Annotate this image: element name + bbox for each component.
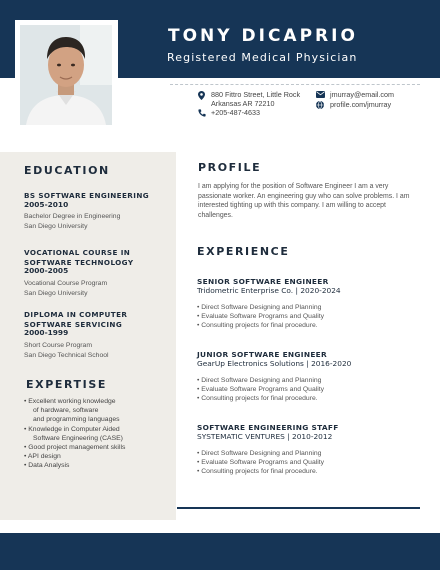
email-link[interactable]: jmurray@email.com <box>330 90 395 99</box>
phone-icon <box>198 109 206 117</box>
expertise-list <box>24 397 125 471</box>
job-2-title: JUNIOR SOFTWARE ENGINEER <box>197 350 328 359</box>
job-1-company: Tridometric Enterprise Co. | 2020-2024 <box>197 286 341 295</box>
job-1-title: SENIOR SOFTWARE ENGINEER <box>197 277 329 286</box>
education-entry-3-detail: Short Course Program San Diego Technical School <box>24 342 109 359</box>
bottom-divider <box>177 507 420 509</box>
job-2-duties <box>197 376 324 404</box>
phone-number: +205-487-4633 <box>211 108 260 117</box>
expertise-heading: EXPERTISE <box>26 378 107 391</box>
profile-heading: PROFILE <box>198 161 262 174</box>
education-entry-3-title: DIPLOMA IN COMPUTER SOFTWARE SERVICING <box>24 310 128 329</box>
envelope-icon <box>316 91 325 98</box>
education-heading: EDUCATION <box>24 164 110 177</box>
education-entry-2-title: VOCATIONAL COURSE IN SOFTWARE TECHNOLOGY <box>24 248 134 267</box>
list-item: • Evaluate Software Programs and Quality <box>197 313 325 321</box>
location-pin-icon <box>198 91 205 100</box>
applicant-role: Registered Medical Physician <box>167 51 358 64</box>
job-1-duties <box>197 303 324 331</box>
list-item: • Data Analysis <box>24 462 70 470</box>
job-3-title: SOFTWARE ENGINEERING STAFF <box>197 423 339 432</box>
list-item: • Direct Software Designing and Planning <box>197 304 322 311</box>
list-item: and programming languages <box>33 416 120 424</box>
list-item: of hardware, software <box>33 407 99 415</box>
applicant-name: TONY DICAPRIO <box>168 26 358 46</box>
job-3-duties <box>197 449 324 477</box>
list-item: • Good project management skills <box>24 444 126 452</box>
experience-heading: EXPERIENCE <box>197 245 290 258</box>
list-item: • Direct Software Designing and Planning <box>197 377 322 384</box>
list-item: • Evaluate Software Programs and Quality <box>197 386 325 394</box>
profile-link[interactable]: profile.com/jmurray <box>330 100 392 109</box>
education-entry-2-detail: Vocational Course Program San Diego University <box>24 280 108 297</box>
list-item: • Consulting projects for final procedure. <box>197 395 318 403</box>
globe-icon <box>316 101 324 109</box>
list-item: • API design <box>24 453 61 461</box>
list-item: • Evaluate Software Programs and Quality <box>197 459 325 467</box>
education-entry-1-title: BS SOFTWARE ENGINEERING <box>24 191 150 200</box>
list-item: • Consulting projects for final procedure. <box>197 468 318 476</box>
person-portrait-icon <box>20 25 112 125</box>
list-item: • Consulting projects for final procedure. <box>197 322 318 330</box>
education-entry-1-years: 2005-2010 <box>24 200 69 209</box>
address-line-1: 880 Fittro Street, Little Rock <box>211 90 301 99</box>
job-3-company: SYSTEMATIC VENTURES | 2010-2012 <box>197 432 333 441</box>
education-entry-3-years: 2000-1999 <box>24 328 69 337</box>
list-item: Software Engineering (CASE) <box>33 434 123 442</box>
list-item: • Excellent working knowledge <box>24 398 116 405</box>
list-item: • Direct Software Designing and Planning <box>197 450 322 457</box>
job-2-company: GearUp Electronics Solutions | 2016-2020 <box>197 359 352 368</box>
profile-photo <box>20 25 112 125</box>
address-line-2: Arkansas AR 72210 <box>211 99 275 108</box>
profile-summary: I am applying for the position of Software Engineer I am a very passionate worker. An engineering guy who can solve problems. I am interested tighting up with this company. I am willing to accept challenges. <box>198 183 410 219</box>
footer-band <box>0 533 440 570</box>
list-item: • Knowledge in Computer Aided <box>24 425 120 433</box>
education-entry-2-years: 2000-2005 <box>24 266 69 275</box>
education-entry-1-detail: Bachelor Degree in Engineering San Diego University <box>24 213 121 230</box>
header-divider <box>170 84 420 85</box>
